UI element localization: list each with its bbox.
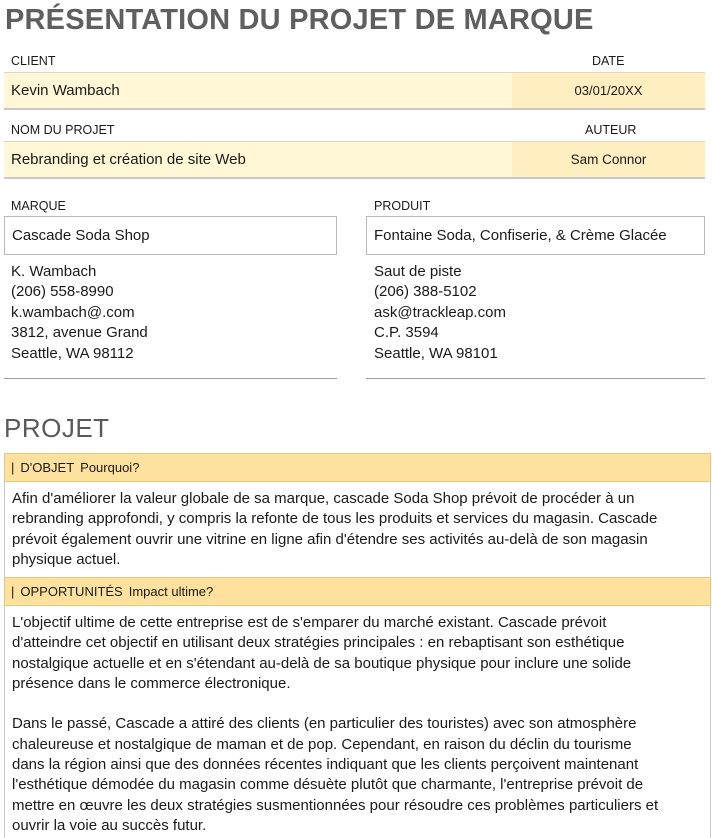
page-title: PRÉSENTATION DU PROJET DE MARQUE xyxy=(5,4,594,36)
date-label: DATE xyxy=(592,54,625,68)
brand-field[interactable] xyxy=(4,216,337,255)
brand-divider xyxy=(4,378,337,379)
opportunities-subtitle: Impact ultime? xyxy=(128,584,214,599)
project-name-field[interactable] xyxy=(4,141,512,179)
product-contact-city: Seattle, WA 98101 xyxy=(374,344,498,362)
product-contact-email: ask@trackleap.com xyxy=(374,303,506,321)
objective-header xyxy=(4,453,711,482)
opportunities-text-block xyxy=(4,606,711,838)
client-field[interactable] xyxy=(4,72,512,110)
project-name-value: Rebranding et création de site Web xyxy=(11,151,246,168)
author-label: AUTEUR xyxy=(585,123,637,137)
client-value: Kevin Wambach xyxy=(11,82,120,99)
opportunities-label: OPPORTUNITÉS xyxy=(20,584,123,599)
date-value: 03/01/20XX xyxy=(574,83,643,98)
opportunities-separator: | xyxy=(11,584,15,599)
product-field[interactable] xyxy=(366,216,705,255)
brand-contact-name: K. Wambach xyxy=(11,263,97,280)
section-title-projet: PROJET xyxy=(4,413,110,443)
brand-label: MARQUE xyxy=(11,199,66,213)
brand-contact-city: Seattle, WA 98112 xyxy=(11,344,134,362)
brand-contact-address: 3812, avenue Grand xyxy=(11,324,148,342)
opportunities-header xyxy=(4,577,711,606)
opportunities-paragraph-2: Dans le passé, Cascade a attiré des clients (en particulier des touristes) avec son atmosphère chaleureuse et nostalgique de maman et de pop. Cependant, en raison du déclin du tourisme dans la région ainsi que des données récentes indiquant que les clients perçoivent maintenant l'esthétique démodée du magasin comme désuète plutôt que charmante, l'entreprise prévoit de mettre en œuvre les deux stratégies susmentionnées pour résoudre ces problèmes particuliers et ouvrir la voie au succès futur. xyxy=(12,715,659,834)
brand-contact-phone: (206) 558-8990 xyxy=(11,283,114,301)
product-contact-address: C.P. 3594 xyxy=(374,324,439,342)
brand-value: Cascade Soda Shop xyxy=(12,227,150,244)
author-value: Sam Connor xyxy=(570,152,647,167)
objective-text-block xyxy=(4,482,711,577)
product-contact-phone: (206) 388-5102 xyxy=(374,283,477,301)
objective-separator: | xyxy=(11,460,15,475)
objective-text: Afin d'améliorer la valeur globale de sa marque, cascade Soda Shop prévoit de procéder à un rebranding approfondi, y compris la refonte de tous les produits et services du magasin. Cascade prévoit également ouvrir une vitrine en ligne afin d'étendre ses activités au-delà de son magasin physique actuel. xyxy=(12,490,658,568)
product-divider xyxy=(366,378,705,379)
date-field[interactable] xyxy=(512,72,705,110)
brand-contact xyxy=(11,262,148,364)
objective-subtitle: Pourquoi? xyxy=(80,460,140,475)
product-label: PRODUIT xyxy=(374,199,431,213)
product-value: Fontaine Soda, Confiserie, & Crème Glacée xyxy=(374,227,667,244)
product-contact-name: Saut de piste xyxy=(374,263,462,280)
project-name-label: NOM DU PROJET xyxy=(11,123,115,137)
opportunities-paragraph-1: L'objectif ultime de cette entreprise est de s'emparer du marché existant. Cascade prévoit d'atteindre cet objectif en utilisant deux stratégies principales : en rebaptisant son esthétique nostalgique actuelle et en s'étendant au-delà de sa boutique physique pour inclure une solide présence dans le commerce électronique. xyxy=(12,614,632,692)
client-label: CLIENT xyxy=(11,54,56,68)
product-contact xyxy=(374,262,506,364)
objective-label: D'OBJET xyxy=(20,460,75,475)
author-field[interactable] xyxy=(512,141,705,179)
brand-contact-email: k.wambach@.com xyxy=(11,303,135,321)
